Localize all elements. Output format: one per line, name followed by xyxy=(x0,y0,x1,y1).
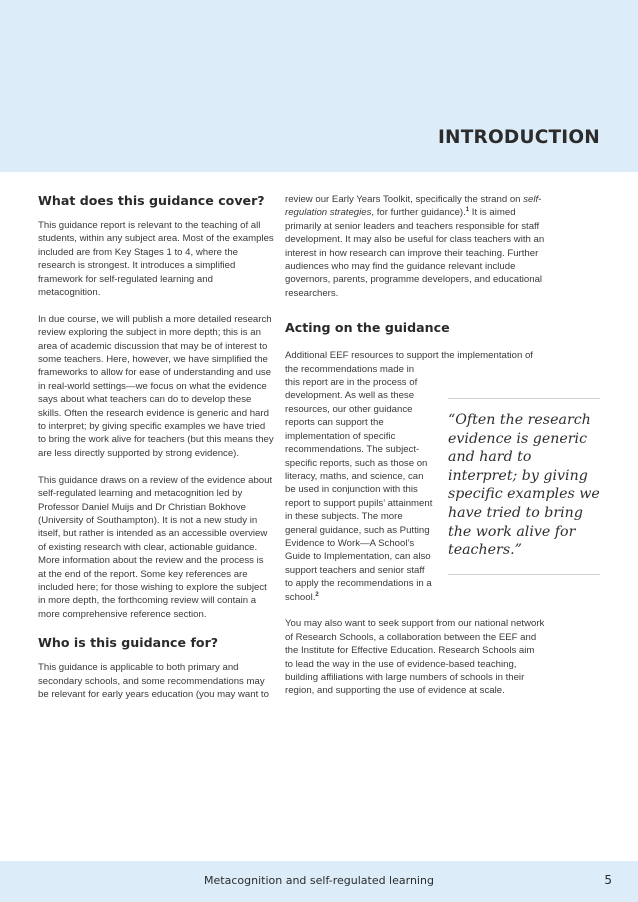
paragraph: This guidance draws on a review of the evidence about self-regulated learning and metacognition led by Professor Daniel Muijs and Dr Christian Bokhove (University of Southampton). It is not a new study in itself, but rather is intended as an accessible overview of existing research with clear, actionable guidance. More information about the review and the process is at the end of the report. Some key references are included here; for those wishing to explore the subject in more depth, the forthcoming review will contain a more comprehensive reference section. xyxy=(38,474,273,620)
pull-quote-text: “Often the research evidence is generic and hard to interpret; by giving specific examples we have tried to bring the work alive for teachers.” xyxy=(448,412,600,559)
footnote-ref-2: 2 xyxy=(315,591,319,598)
section-title: INTRODUCTION xyxy=(437,127,600,148)
paragraph: You may also want to seek support from our national network of Research Schools, a collaboration between the EEF and the Institute for Effective Education. Research Schools aim to lead the way in the use of evidence-based teaching, building affiliations with large numbers of schools in their region, and supporting the use of evidence at scale. xyxy=(285,618,545,697)
paragraph-narrow-part: this report are in the process of development. As well as these resources, our other guidance reports can support the implementation of specific recommendations. The subject-specific reports, such as those on literacy, maths, and science, can be used in conjunction with this report to support pupils’ attainment in these subjects. The more general guidance, such as Putting Evidence to Work—A School’s Guide to Implementation, can also support teachers and senior staff to apply the recommendations in a school.$^2$ xyxy=(285,377,433,603)
heading-acting-on-guidance: Acting on the guidance xyxy=(285,320,450,336)
paragraph: This guidance is applicable to both primary and secondary schools, and some recommendations may be relevant for early years education (you may want to xyxy=(38,662,269,700)
left-column xyxy=(38,193,274,715)
paragraph: This guidance report is relevant to the teaching of all students, within any subject area. Most of the examples included are from Key Stages 1 to 4, where the research is strongest. It introduces a simplified framework for self-regulated learning and metacognition. xyxy=(38,220,274,299)
emphasis-self-regulation-strategies: self-regulation strategies xyxy=(285,194,542,219)
heading-guidance-for: Who is this guidance for? xyxy=(38,635,219,651)
paragraph: In due course, we will publish a more detailed research review exploring the subject in more depth; this is an area of academic discussion that may be of interest to some teachers. Here, however, we have simplified the frameworks to allow for ease of understanding and use in real-world settings—we focus on what the evidence says about what teachers can do to develop these skills. Often the research evidence is generic and hard to interpret; by giving specific examples we have tried to bring the work alive for teachers (but this means they are less directly supported by strong evidence). xyxy=(38,313,274,459)
page-number: 5 xyxy=(604,873,612,887)
paragraph: review our Early Years Toolkit, specifically the strand on self-regulation strategies, for further guidance).$^1$ It is aimed primarily at senior leaders and teachers responsible for staff development. It may also be useful for class teachers with an interest in how research can improve their teaching. Further audiences who may find the guidance relevant include governors, parents, programme developers, and educational researchers. xyxy=(285,194,545,299)
footnote-ref-1: 1 xyxy=(465,207,470,214)
paragraph-wide-part: Additional EEF resources to support the implementation of the recommendations made in xyxy=(285,350,533,375)
pull-quote xyxy=(448,398,600,575)
heading-guidance-cover: What does this guidance cover? xyxy=(38,193,265,208)
footer-title: Metacognition and self-regulated learning xyxy=(204,874,434,887)
